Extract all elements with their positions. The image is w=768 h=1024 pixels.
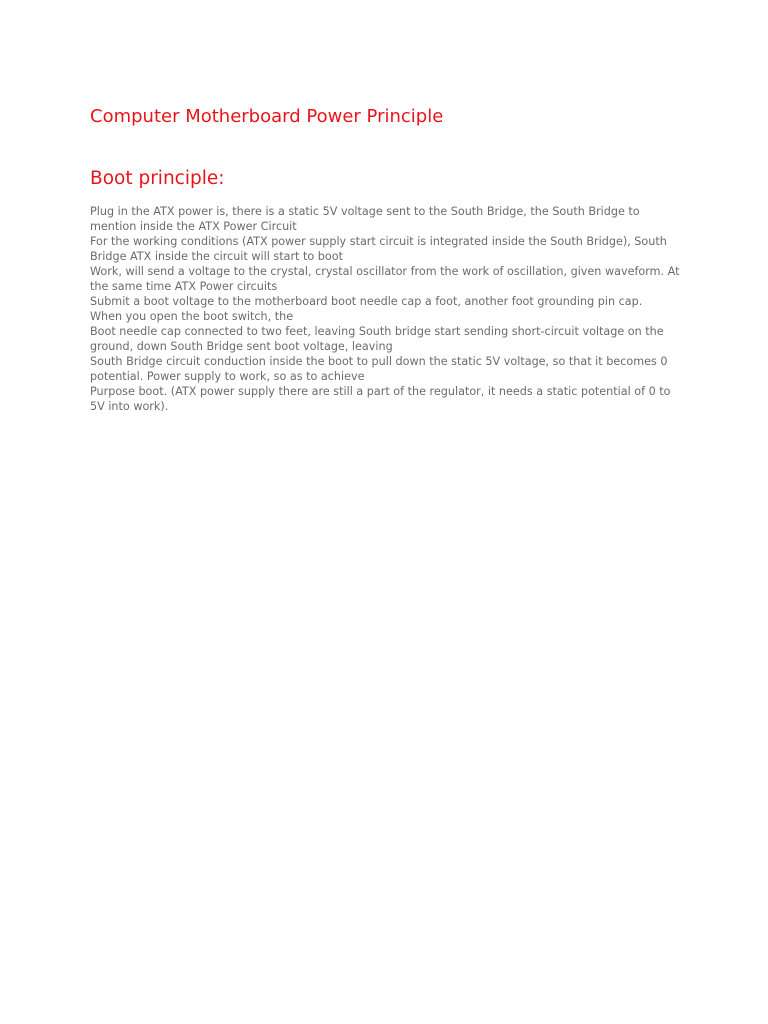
paragraph: Boot needle cap connected to two feet, leaving South bridge start sending short-circuit voltage on the ground, down South Bridge sent boot voltage, leaving (90, 325, 664, 353)
paragraph: Purpose boot. (ATX power supply there are still a part of the regulator, it needs a static potential of 0 to 5V into work). (90, 385, 671, 413)
body-text (90, 204, 682, 414)
paragraph: For the working conditions (ATX power supply start circuit is integrated inside the South Bridge), South Bridge ATX inside the circuit will start to boot (90, 235, 667, 263)
paragraph: South Bridge circuit conduction inside the boot to pull down the static 5V voltage, so that it becomes 0 potential. Power supply to work, so as to achieve (90, 355, 668, 383)
paragraph: Submit a boot voltage to the motherboard boot needle cap a foot, another foot grounding pin cap. (90, 295, 643, 308)
paragraph: Work, will send a voltage to the crystal, crystal oscillator from the work of oscillation, given waveform. At the same time ATX Power circuits (90, 265, 680, 293)
document-title: Computer Motherboard Power Principle (90, 106, 444, 127)
paragraph: When you open the boot switch, the (90, 310, 294, 323)
document-content (90, 104, 682, 414)
paragraph: Plug in the ATX power is, there is a static 5V voltage sent to the South Bridge, the South Bridge to mention inside the ATX Power Circuit (90, 205, 640, 233)
section-heading-boot-principle: Boot principle: (90, 168, 225, 189)
